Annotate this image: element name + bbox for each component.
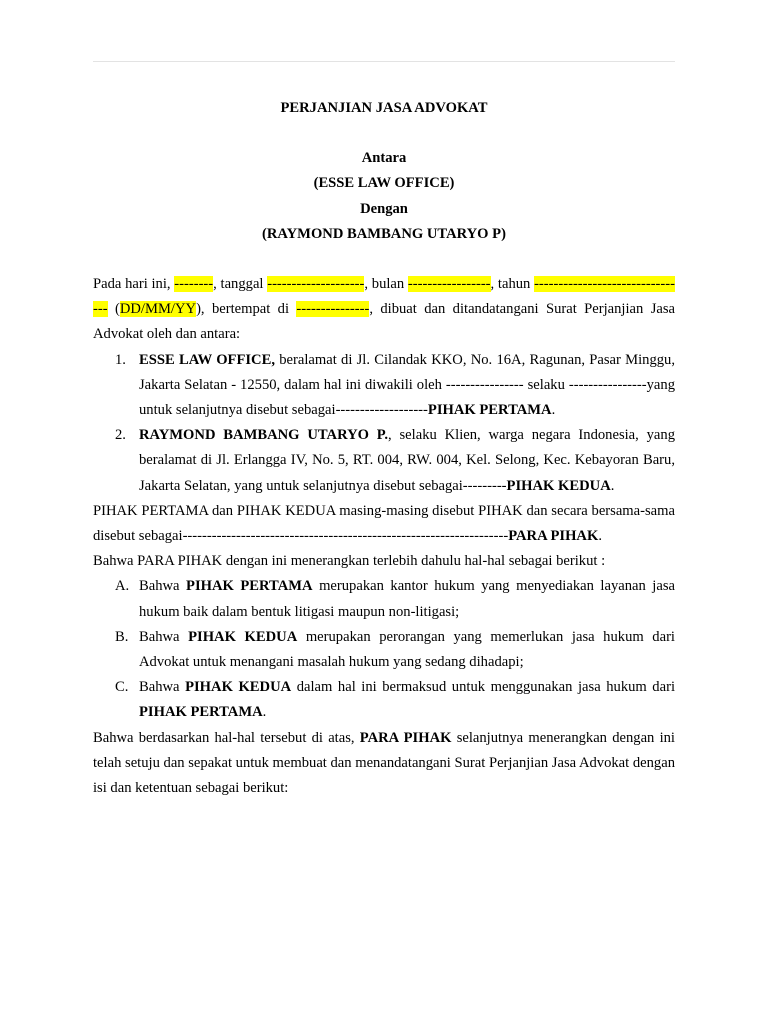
date-format-placeholder: DD/MM/YY bbox=[119, 301, 197, 318]
header-divider bbox=[93, 61, 675, 62]
list-item: C. Bahwa PIHAK KEDUA dalam hal ini bermaksud untuk menggunakan jasa hukum dari PIHAK PERTAMA. bbox=[115, 679, 675, 721]
list-item: 1. ESSE LAW OFFICE, beralamat di Jl. Cilandak KKO, No. 16A, Ragunan, Pasar Minggu, Jakarta Selatan - 12550, dalam hal ini diwakili oleh ---------------- selaku ----------------yang untuk selanjutnya disebut sebagai-------------------PIHAK PERTAMA. bbox=[115, 351, 676, 419]
document-title: PERJANJIAN JASA ADVOKAT bbox=[280, 100, 488, 116]
month-placeholder: ----------------- bbox=[407, 276, 491, 293]
recitals-list bbox=[93, 574, 675, 725]
list-item: B. Bahwa PIHAK KEDUA merupakan perorangan yang memerlukan jasa hukum dari Advokat untuk menangani masalah hukum yang sedang dihadapi; bbox=[115, 628, 675, 671]
closing-paragraph: Bahwa berdasarkan hal-hal tersebut di atas, PARA PIHAK selanjutnya menerangkan dengan ini telah setuju dan sepakat untuk membuat dan menandatangani Surat Perjanjian Jasa Advokat dengan isi dan ketentuan sebagai berikut: bbox=[93, 729, 675, 797]
para-pihak-paragraph: PIHAK PERTAMA dan PIHAK KEDUA masing-masing disebut PIHAK dan secara bersama-sama disebut sebagai-------------------------------------------------------------------PARA PIHAK. bbox=[93, 502, 675, 545]
list-item: A. Bahwa PIHAK PERTAMA merupakan kantor hukum yang menyediakan layanan jasa hukum baik dalam bentuk litigasi maupun non-litigasi; bbox=[115, 578, 675, 620]
year-placeholder: -------------------------------- bbox=[93, 276, 675, 318]
parties-list bbox=[93, 348, 675, 499]
dengan-label: Dengan bbox=[360, 200, 408, 217]
date-placeholder: -------------------- bbox=[267, 276, 365, 293]
list-item: 2. RAYMOND BAMBANG UTARYO P., selaku Klien, warga negara Indonesia, yang beralamat di Jl. Erlangga IV, No. 5, RT. 004, RW. 004, Kel. Selong, Kec. Kebayoran Baru, Jakarta Selatan, yang untuk selanjutnya disebut sebagai---------PIHAK KEDUA. bbox=[115, 427, 675, 494]
preamble-paragraph: Bahwa PARA PIHAK dengan ini menerangkan terlebih dahulu hal-hal sebagai berikut : bbox=[93, 553, 606, 570]
party-two-heading: (RAYMOND BAMBANG UTARYO P) bbox=[262, 225, 506, 242]
party-one-heading: (ESSE LAW OFFICE) bbox=[313, 175, 455, 192]
antara-label: Antara bbox=[361, 150, 407, 167]
day-placeholder: -------- bbox=[174, 276, 214, 293]
place-placeholder: --------------- bbox=[296, 301, 370, 318]
opening-paragraph: Pada hari ini, --------, tanggal --------------------, bulan -----------------, tahun -------------------------------- (DD/MM/YY), bertempat di ---------------, dibuat dan ditandatangani Surat Perjanjian Jasa Advokat oleh dan antara: bbox=[93, 276, 676, 343]
document-page bbox=[93, 96, 675, 801]
